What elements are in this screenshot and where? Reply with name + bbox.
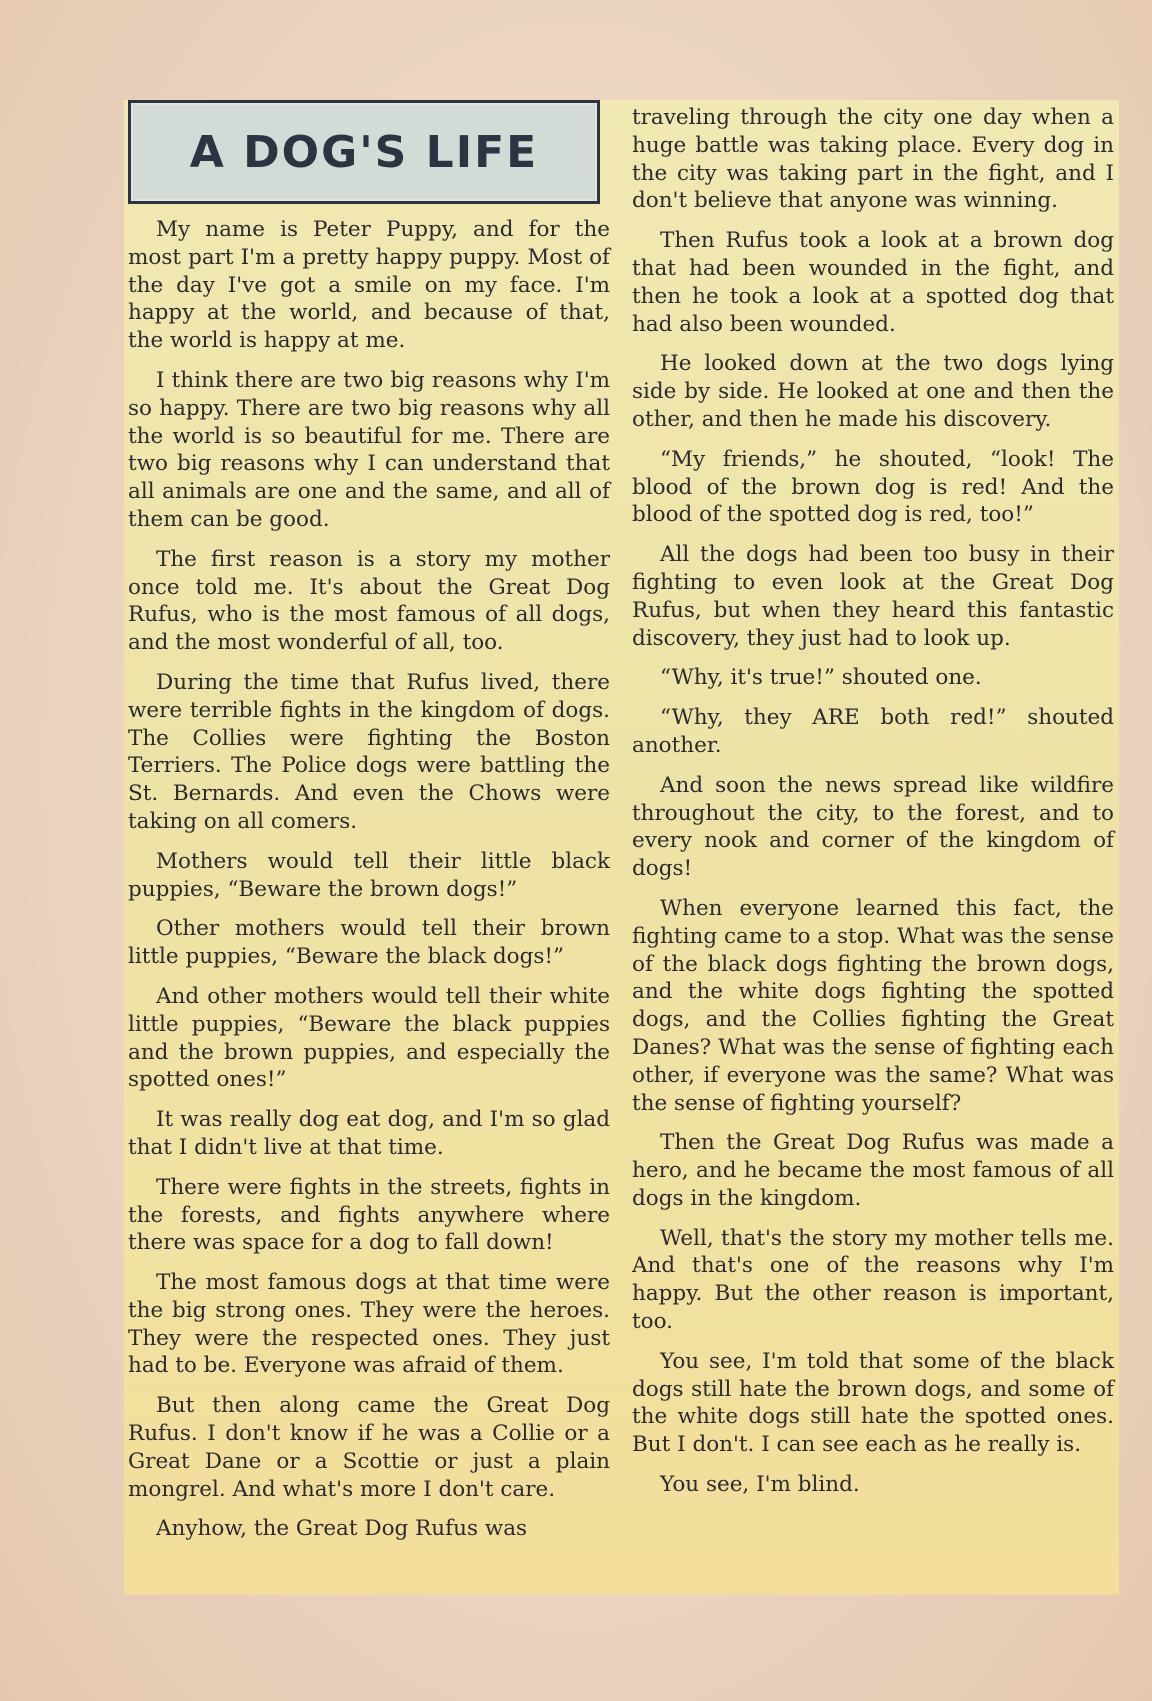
paragraph: The first reason is a story my mother once told me. It's about the Great Dog Rufus, who is the most famous of all dogs, and the most wonderful of all, too. bbox=[128, 546, 610, 656]
paragraph: When everyone learned this fact, the fighting came to a stop. What was the sense of the black dogs fighting the brown dogs, and the white dogs fighting the spotted dogs, and the Collies fighting the Great Danes? What was the sense of fighting each other, if everyone was the same? What was the sense of fighting yourself? bbox=[632, 895, 1114, 1116]
paragraph: But then along came the Great Dog Rufus. I don't know if he was a Collie or a Great Dane or a Scottie or just a plain mongrel. And what's more I don't care. bbox=[128, 1393, 610, 1502]
paragraph: Then Rufus took a look at a brown dog that had been wounded in the fight, and then he took a look at a spotted dog that had also been wounded. bbox=[632, 228, 1114, 337]
paragraph: The most famous dogs at that time were the big strong ones. They were the heroes. They were the respected ones. They just had to be. Everyone was afraid of them. bbox=[128, 1270, 610, 1379]
paragraph: “My friends,” he shouted, “look! The blood of the brown dog is red! And the blood of the spotted dog is red, too!” bbox=[632, 446, 1114, 528]
left-column bbox=[128, 100, 610, 1555]
paragraph: During the time that Rufus lived, there were terrible fights in the kingdom of dogs. The Collies were fighting the Boston Terriers. The Police dogs were battling the St. Bernards. And even the Chows were taking on all comers. bbox=[128, 669, 610, 834]
story-title: A DOG'S LIFE bbox=[189, 126, 539, 178]
paragraph: Then the Great Dog Rufus was made a hero, and he became the most famous of all dogs in the kingdom. bbox=[632, 1130, 1114, 1211]
title-box bbox=[128, 100, 600, 204]
paragraph: “Why, they ARE both red!” shouted another. bbox=[632, 705, 1114, 758]
paragraph: Other mothers would tell their brown little puppies, “Beware the black dogs!” bbox=[128, 916, 610, 970]
paragraph: And other mothers would tell their white little puppies, “Beware the black puppies and the brown puppies, and especially the spotted ones!” bbox=[128, 983, 610, 1093]
paragraph: Anyhow, the Great Dog Rufus was bbox=[156, 1516, 528, 1542]
paragraph: He looked down at the two dogs lying side by side. He looked at one and then the other, and then he made his discovery. bbox=[632, 351, 1114, 432]
paragraph: And soon the news spread like wildfire throughout the city, to the forest, and to every nook and corner of the kingdom of dogs! bbox=[632, 772, 1114, 882]
paragraph: “Why, it's true!” shouted one. bbox=[660, 665, 982, 691]
right-column bbox=[632, 104, 1114, 1511]
paragraph: You see, I'm told that some of the black dogs still hate the brown dogs, and some of the white dogs still hate the spotted ones. But I don't. I can see each as he really is. bbox=[632, 1348, 1114, 1458]
paragraph: traveling through the city one day when a huge battle was taking place. Every dog in the city was taking part in the fight, and I don't believe that anyone was winning. bbox=[632, 105, 1114, 214]
paragraph: All the dogs had been too busy in their fighting to even look at the Great Dog Rufus, but when they heard this fantastic discovery, they just had to look up. bbox=[632, 542, 1114, 651]
story-text-area bbox=[124, 100, 1119, 1595]
paragraph: You see, I'm blind. bbox=[660, 1472, 860, 1498]
paragraph: There were fights in the streets, fights in the forests, and fights anywhere where there was space for a dog to fall down! bbox=[128, 1174, 610, 1256]
paragraph: Well, that's the story my mother tells me. And that's one of the reasons why I'm happy. But the other reason is important, too. bbox=[632, 1225, 1114, 1335]
paragraph: I think there are two big reasons why I'm so happy. There are two big reasons why all the world is so beautiful for me. There are two big reasons why I can understand that all animals are one and the same, and all of them can be good. bbox=[128, 367, 610, 532]
paragraph: My name is Peter Puppy, and for the most part I'm a pretty happy puppy. Most of the day I've got a smile on my face. I'm happy at the world, and because of that, the world is happy at me. bbox=[128, 217, 610, 354]
paragraph: Mothers would tell their little black puppies, “Beware the brown dogs!” bbox=[128, 848, 610, 902]
paragraph: It was really dog eat dog, and I'm so glad that I didn't live at that time. bbox=[128, 1107, 610, 1160]
